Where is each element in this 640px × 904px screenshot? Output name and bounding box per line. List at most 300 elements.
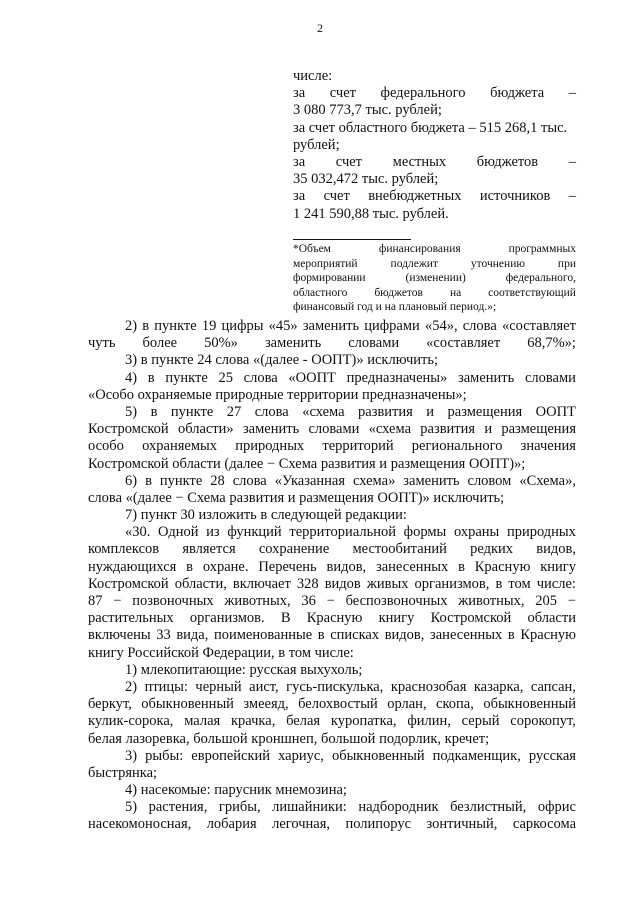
word: развития (358, 403, 413, 420)
word: ООПТ)» (311, 352, 368, 369)
body-line (88, 335, 576, 352)
word: территориальной (289, 524, 396, 541)
footnote-line (293, 271, 576, 286)
word: чуть (88, 335, 116, 352)
word: территории (287, 386, 362, 403)
word: лобария (206, 816, 257, 833)
word: включены (88, 627, 151, 644)
word: занесенных (430, 627, 503, 644)
word: мнемозина; (275, 782, 347, 799)
word: «схема (302, 403, 345, 420)
word: «30. (125, 524, 151, 541)
body-line (88, 352, 576, 369)
word: области (172, 455, 225, 472)
word: рыбы: (145, 747, 184, 764)
word: охраняемых (142, 438, 217, 455)
word: ООПТ)» (377, 489, 434, 506)
word: предназначены» (346, 369, 448, 386)
word: и (426, 403, 435, 420)
word: змееяд, (243, 696, 289, 713)
funding-line: 3 080 773,7 тыс. рублей; (293, 102, 442, 119)
word: мероприятий (293, 257, 358, 270)
word: 4) (125, 369, 138, 386)
word: (изменении) (405, 272, 466, 284)
word: кречет; (444, 730, 490, 747)
funding-line: за счет областного бюджета – 515 268,1 тыс. (293, 119, 568, 136)
word: 6) (125, 472, 138, 489)
word: соответствующий (488, 286, 576, 299)
word: в (495, 575, 503, 592)
body-line (88, 576, 576, 593)
word: источников (479, 188, 551, 205)
word: в (145, 472, 152, 489)
word: заменить (457, 369, 515, 386)
word: насекомоносная, (88, 816, 192, 833)
word: исключить; (367, 352, 439, 369)
word: финансирования (378, 243, 461, 255)
word: природных (235, 438, 305, 455)
word: филин, (407, 713, 451, 730)
word: счет (335, 154, 363, 171)
word: насекомые: (140, 782, 215, 799)
funding-line: числе: (293, 68, 333, 84)
word: комплексов (88, 541, 160, 558)
word: словами (308, 421, 360, 438)
word: ООПТ)»; (468, 455, 526, 472)
funding-line (293, 188, 576, 205)
word: грибы, (218, 799, 261, 816)
body-line (88, 490, 576, 507)
word: областного (293, 286, 348, 299)
word: заменить (242, 421, 300, 438)
word: аист, (249, 678, 279, 695)
word: парусник (214, 782, 276, 799)
word: «составляет (501, 318, 576, 334)
word: размещения (299, 489, 378, 506)
word: большой (320, 730, 380, 747)
body-line (88, 782, 576, 799)
word: предназначены»; (361, 386, 467, 403)
word: охраны (453, 524, 500, 541)
word: саркосома (512, 816, 576, 833)
word: Перечень (258, 558, 317, 575)
word: видов (324, 575, 361, 592)
word: видов, (384, 627, 425, 644)
footnote-line (293, 257, 576, 272)
funding-block (293, 68, 576, 223)
word: беркут, (88, 696, 132, 713)
word: в (142, 318, 150, 334)
body-line (88, 696, 576, 713)
word: слова (88, 489, 126, 506)
word: обыкновенный (141, 696, 234, 713)
body-line (88, 593, 576, 610)
word: надбородник (358, 799, 439, 816)
body-line (88, 731, 576, 748)
word: 7) (125, 507, 141, 524)
word: и (379, 455, 391, 472)
word: области» (177, 421, 234, 438)
word: размещения (390, 455, 469, 472)
word: безлистный, (450, 799, 527, 816)
word: легочная, (272, 816, 331, 833)
word: более (142, 335, 178, 352)
word: книгу (88, 644, 128, 661)
word: подкаменщик, (432, 747, 521, 764)
word: следующей (270, 507, 346, 524)
word: развития (229, 489, 288, 506)
word: формировании (293, 272, 366, 284)
word: белохвостый (298, 696, 378, 713)
word: организмов. (189, 610, 265, 627)
word: беспозвоночных (345, 593, 448, 609)
body-line (88, 765, 576, 782)
word: вида, (176, 627, 209, 644)
word: куропатка, (330, 713, 397, 730)
word: 19 (201, 318, 217, 334)
word: пункте (170, 403, 214, 420)
word: «ООПТ (288, 369, 336, 386)
body-line (88, 541, 576, 558)
word: животных, (224, 593, 291, 609)
word: серый (461, 713, 500, 730)
word: 30 (180, 507, 199, 524)
word: и (484, 421, 493, 438)
body-line (88, 662, 576, 679)
word: – (568, 188, 576, 205)
word: зонтичный, (426, 816, 498, 833)
word: цифрами (364, 318, 420, 334)
word: пункт (140, 507, 181, 524)
word: обыкновенный (483, 696, 576, 713)
body-line (88, 421, 576, 438)
body-line (88, 679, 576, 696)
footnote-line (293, 286, 576, 301)
word: Костромской (88, 421, 169, 438)
word: 24 (197, 352, 216, 369)
word: в (186, 558, 194, 575)
body-line (88, 438, 576, 455)
word: за (293, 154, 306, 171)
word: «Схема», (519, 472, 576, 489)
word: заменить (264, 335, 322, 352)
word: птицы: (144, 678, 188, 695)
word: 5) (125, 799, 138, 816)
word: сапсан, (530, 678, 576, 695)
word: охраняемые (137, 386, 216, 403)
word: числе: (314, 644, 354, 661)
word: занесенных (376, 558, 449, 575)
word: «45» (268, 318, 298, 334)
word: «Особо (88, 386, 138, 403)
word: *Объем (293, 243, 331, 255)
word: − (266, 455, 279, 472)
word: в (278, 644, 289, 661)
word: крачка, (230, 713, 276, 730)
word: счет (329, 85, 356, 102)
word: Одной (158, 524, 199, 541)
word: из (206, 524, 220, 541)
word: природные (215, 386, 288, 403)
word: малая (184, 713, 221, 730)
word: Красную (520, 627, 576, 644)
footnote-divider (293, 239, 411, 240)
word: 50%» (204, 335, 238, 352)
word: бюджета (490, 85, 545, 102)
word: Костромской (88, 575, 169, 592)
word: лишайники: (272, 799, 347, 816)
word: 28 (210, 472, 225, 489)
word: является (182, 541, 236, 558)
word: русская (249, 661, 301, 678)
word: значения (520, 438, 576, 455)
word: скопа, (436, 696, 474, 713)
body-line (88, 748, 576, 765)
word: пункте (151, 352, 198, 369)
word: бюджетов (374, 286, 423, 299)
word: цифры (221, 318, 264, 334)
word: живых (366, 575, 409, 592)
word: орлан, (387, 696, 427, 713)
word: «составляет (426, 335, 501, 352)
word: в (458, 558, 465, 575)
word: обыкновенный (331, 747, 425, 764)
word: федерального, (505, 272, 576, 284)
word: Костромской (88, 455, 173, 472)
word: развития (320, 455, 380, 472)
word: внебюджетных (368, 188, 462, 205)
word: в (260, 507, 271, 524)
word: программных (508, 243, 576, 255)
word: редакции: (345, 507, 407, 524)
word: уточнению (470, 257, 525, 270)
word: 2) (125, 318, 138, 334)
word: 5) (125, 403, 138, 420)
body-line (88, 370, 576, 387)
word: 2) (125, 678, 138, 695)
word: офрис (537, 799, 576, 816)
footnote (293, 242, 576, 315)
word: пункте (159, 472, 203, 489)
body-line (88, 559, 576, 576)
word: размещения (501, 421, 576, 438)
word: хариус, (278, 747, 324, 764)
word: заменить (403, 472, 460, 489)
word: размещения (447, 403, 523, 420)
word: позвоночных (132, 593, 214, 609)
word: изложить (198, 507, 261, 524)
word: в (317, 627, 325, 644)
body-line (88, 816, 576, 833)
word: местообитаний (352, 541, 447, 558)
funding-line: 1 241 590,88 тыс. рублей. (293, 205, 449, 222)
word: слова (462, 318, 497, 334)
word: книгу (540, 558, 576, 575)
word: формы (403, 524, 447, 541)
word: − (175, 489, 188, 506)
word: видов, (326, 558, 367, 575)
word: том (508, 575, 531, 592)
word: выхухоль; (300, 661, 363, 678)
word: счет (323, 188, 350, 205)
word: развития (420, 421, 476, 438)
word: лазоревка, (125, 730, 194, 747)
word: – (568, 154, 576, 171)
word: пункте (154, 318, 197, 334)
word: в (507, 627, 515, 644)
word: природных (506, 524, 576, 541)
word: растения, (148, 799, 208, 816)
word: «схема (368, 421, 412, 438)
word: числе: (536, 575, 576, 592)
word: полипорус (345, 816, 412, 833)
word: − (567, 593, 576, 609)
funding-line (293, 154, 576, 171)
word: млекопитающие: (140, 661, 250, 678)
word: подлежит (390, 257, 438, 270)
word: быстрянка; (88, 764, 158, 781)
word: 87 (88, 593, 103, 609)
word: В (280, 610, 291, 627)
funding-line (293, 85, 576, 102)
word: при (557, 257, 576, 270)
word: «(далее (125, 489, 176, 506)
word: гусь-пискулька, (286, 678, 384, 695)
word: заменить (302, 318, 360, 334)
word: 1) (125, 661, 141, 678)
word: том (288, 644, 315, 661)
funding-line: 35 032,472 тыс. рублей; (293, 171, 439, 188)
word: 328 (296, 575, 319, 592)
word: нуждающихся (88, 558, 177, 575)
word: исключить; (433, 489, 505, 506)
word: сохранение (258, 541, 330, 558)
word: слова (243, 369, 278, 386)
word: функций (227, 524, 282, 541)
word: 68,7%»; (527, 335, 576, 352)
word: бюджетов (476, 154, 539, 171)
word: русская (528, 747, 576, 764)
word: европейский (191, 747, 271, 764)
word: ООПТ (535, 403, 576, 420)
word: поименованные (213, 627, 313, 644)
word: словами (524, 369, 576, 386)
word: особо (88, 438, 124, 455)
word: книгу (378, 610, 415, 627)
body-line (88, 645, 576, 662)
body-line (88, 524, 576, 541)
word: кроншнеп, (251, 730, 321, 747)
word: «(далее (253, 352, 303, 369)
word: в (150, 403, 158, 420)
word: Российской (127, 644, 203, 661)
word: - (302, 352, 312, 369)
word: пункте (165, 369, 208, 386)
word: − (113, 593, 122, 609)
word: 27 (226, 403, 242, 420)
word: включает (232, 575, 291, 592)
word: схема» (352, 472, 396, 489)
word: регионального (411, 438, 503, 455)
word: словом (467, 472, 512, 489)
body-line (88, 713, 576, 730)
word: «Указанная (274, 472, 346, 489)
word: кулик-сорока, (88, 713, 174, 730)
word: Красную (306, 610, 363, 627)
body-line (88, 473, 576, 490)
word: краснозобая (390, 678, 467, 695)
word: 4) (125, 782, 141, 799)
word: белая (88, 730, 126, 747)
word: 36 (301, 593, 316, 609)
body-line (88, 404, 576, 421)
word: области, (174, 575, 227, 592)
word: «54», (424, 318, 458, 334)
word: в (140, 352, 152, 369)
word: белая (286, 713, 321, 730)
word: охране. (202, 558, 249, 575)
body-line (88, 627, 576, 644)
body-line (88, 507, 576, 524)
word: и (287, 489, 300, 506)
word: Схема (278, 455, 321, 472)
word: большой (193, 730, 252, 747)
word: Костромской (430, 610, 512, 627)
word: животных, (458, 593, 525, 609)
amendments-body (88, 318, 576, 834)
word: подорлик, (379, 730, 445, 747)
word: словами (348, 335, 400, 352)
word: 3) (125, 352, 141, 369)
word: черный (195, 678, 242, 695)
word: местных (392, 154, 447, 171)
word: 25 (218, 369, 233, 386)
body-line (88, 610, 576, 627)
word: Схема (187, 489, 230, 506)
word: сорокопут, (510, 713, 576, 730)
word: области (527, 610, 576, 627)
word: организмов, (414, 575, 490, 592)
word: за (293, 85, 306, 102)
word: 205 (535, 593, 558, 609)
word: редких (470, 541, 514, 558)
page-number: 2 (317, 21, 323, 35)
word: − (326, 593, 335, 609)
body-line (88, 387, 576, 404)
footnote-line: финансовый год и на плановый период.»; (293, 301, 497, 313)
word: Красную (474, 558, 531, 575)
word: растительных (88, 610, 174, 627)
word: слова (232, 472, 267, 489)
funding-line: рублей; (293, 136, 340, 153)
word: федерального (380, 85, 466, 102)
word: слова (215, 352, 253, 369)
footnote-line (293, 242, 576, 257)
body-line (88, 318, 576, 335)
word: за (293, 188, 306, 205)
word: казарка, (473, 678, 524, 695)
word: слова (254, 403, 289, 420)
word: – (568, 85, 576, 102)
word: территорий (322, 438, 394, 455)
word: 3) (125, 747, 138, 764)
word: в (147, 369, 155, 386)
word: списках (330, 627, 380, 644)
body-line (88, 456, 576, 473)
word: видов, (536, 541, 576, 558)
word: Федерации, (202, 644, 279, 661)
word: на (449, 286, 462, 299)
